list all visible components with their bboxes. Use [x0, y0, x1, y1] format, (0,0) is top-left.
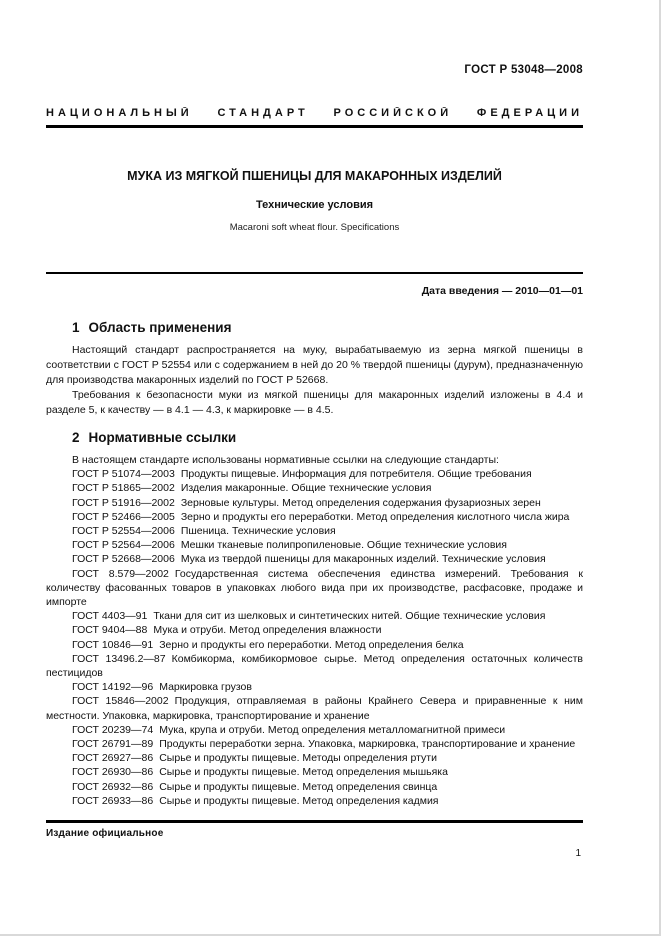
effective-date: Дата введения — 2010—01—01	[421, 285, 583, 297]
reference-title: Сырье и продукты пищевые. Метод определения мышьяка	[159, 766, 448, 779]
reference-title: Продукты пищевые. Информация для потребителя. Общие требования	[180, 468, 532, 481]
reference-code: ГОСТ 20239—74	[72, 723, 154, 736]
reference-code: ГОСТ 4403—91	[72, 610, 148, 623]
reference-item	[46, 623, 583, 637]
reference-code: ГОСТ 10846—91	[72, 638, 154, 651]
document-body	[46, 320, 583, 808]
reference-code: ГОСТ 26927—86	[72, 752, 154, 765]
reference-title: Сырье и продукты пищевые. Метод определения свинца	[159, 780, 438, 793]
reference-item	[46, 794, 583, 808]
reference-item	[46, 481, 583, 495]
page-number: 1	[575, 848, 581, 859]
reference-item	[46, 467, 583, 481]
reference-item	[46, 652, 583, 680]
reference-title: Государственная система обеспечения единства измерений. Требования к количеству фасованных товаров в упаковках любого вида при их производстве, расфасовке, продаже и импорте	[46, 567, 583, 609]
document-subtitle-en: Macaroni soft wheat flour. Specifications	[229, 222, 400, 233]
section-1-paragraph: Требования к безопасности муки из мягкой пшеницы для макаронных изделий изложены в 4.4 и разделе 5, к качеству — в 4.1 — 4.3, к маркировке — в 4.5.	[46, 389, 583, 416]
reference-item	[46, 737, 583, 751]
reference-code: ГОСТ 26933—86	[72, 794, 154, 807]
reference-title: Мука и отруби. Метод определения влажности	[153, 624, 382, 637]
reference-code: ГОСТ 15846—2002	[72, 695, 169, 708]
reference-code: ГОСТ Р 52554—2006	[72, 525, 175, 538]
reference-code: ГОСТ Р 51074—2003	[72, 468, 175, 481]
reference-item	[46, 694, 583, 722]
reference-code: ГОСТ 26932—86	[72, 780, 154, 793]
federation-banner: НАЦИОНАЛЬНЫЙ СТАНДАРТ РОССИЙСКОЙ ФЕДЕРАЦИИ	[46, 107, 583, 119]
reference-code: ГОСТ 9404—88	[72, 624, 148, 637]
reference-title: Продукция, отправляемая в районы Крайнего Севера и приравненные к ним местности. Упаковка, маркировка, транспортирование и хранение	[46, 695, 584, 722]
reference-title: Зерно и продукты его переработки. Метод определения белка	[159, 638, 464, 651]
footer-rule	[46, 820, 583, 823]
reference-title: Мука, крупа и отруби. Метод определения металломагнитной примеси	[159, 723, 506, 736]
reference-code: ГОСТ Р 52564—2006	[72, 539, 175, 552]
reference-title: Пшеница. Технические условия	[180, 525, 336, 538]
reference-item	[46, 567, 583, 610]
section-2-heading	[72, 430, 583, 446]
reference-item	[46, 524, 583, 538]
reference-item	[46, 496, 583, 510]
header-rule	[46, 125, 583, 128]
reference-item	[46, 638, 583, 652]
reference-title: Зерно и продукты его переработки. Метод определения кислотного числа жира	[180, 510, 570, 523]
reference-title: Мешки тканевые полипропиленовые. Общие технические условия	[180, 539, 507, 552]
official-edition-note: Издание официальное	[46, 828, 164, 839]
reference-title: Сырье и продукты пищевые. Метод определения кадмия	[159, 794, 439, 807]
reference-title: Продукты переработки зерна. Упаковка, маркировка, транспортирование и хранение	[159, 738, 576, 751]
reference-title: Маркировка грузов	[159, 681, 252, 694]
section-1-heading	[72, 320, 583, 336]
section-2-title: Нормативные ссылки	[88, 430, 237, 445]
reference-item	[46, 510, 583, 524]
reference-item	[46, 538, 583, 552]
reference-code: ГОСТ Р 52466—2005	[72, 510, 175, 523]
reference-item	[46, 765, 583, 779]
reference-item	[46, 609, 583, 623]
reference-title: Сырье и продукты пищевые. Методы определения ртути	[159, 752, 437, 765]
document-title: МУКА ИЗ МЯГКОЙ ПШЕНИЦЫ ДЛЯ МАКАРОННЫХ ИЗДЕЛИЙ	[127, 169, 502, 183]
section-1-title: Область применения	[88, 320, 232, 335]
document-subtitle: Технические условия	[255, 199, 374, 211]
section-2-number: 2	[72, 430, 80, 445]
section-1-number: 1	[72, 320, 80, 335]
reference-title: Мука из твердой пшеницы для макаронных изделий. Технические условия	[180, 553, 546, 566]
reference-code: ГОСТ 8.579—2002	[72, 567, 169, 580]
reference-item	[46, 780, 583, 794]
reference-title: Зерновые культуры. Метод определения содержания фузариозных зерен	[180, 496, 541, 509]
reference-item	[46, 552, 583, 566]
reference-code: ГОСТ 13496.2—87	[72, 652, 166, 665]
references-list	[46, 467, 583, 808]
reference-item	[46, 751, 583, 765]
reference-code: ГОСТ 26791—89	[72, 738, 154, 751]
reference-code: ГОСТ Р 52668—2006	[72, 553, 175, 566]
reference-code: ГОСТ Р 51865—2002	[72, 482, 175, 495]
reference-code: ГОСТ 26930—86	[72, 766, 154, 779]
references-intro: В настоящем стандарте использованы нормативные ссылки на следующие стандарты:	[72, 454, 499, 466]
reference-code: ГОСТ 14192—96	[72, 681, 154, 694]
reference-title: Ткани для сит из шелковых и синтетических нитей. Общие технические условия	[153, 610, 546, 623]
separator-rule	[46, 272, 583, 274]
reference-code: ГОСТ Р 51916—2002	[72, 496, 175, 509]
section-1-paragraph: Настоящий стандарт распространяется на муку, вырабатываемую из зерна мягкой пшеницы в соответствии с ГОСТ Р 52554 или с содержанием в ней до 20 % твердой пшеницы (дурум), предназначенную для производства макаронных изделий по ГОСТ Р 52668.	[46, 344, 583, 386]
reference-title: Комбикорма, комбикормовое сырье. Метод определения остаточных количеств пестицидов	[46, 652, 584, 680]
reference-item	[46, 680, 583, 694]
reference-item	[46, 723, 583, 737]
reference-title: Изделия макаронные. Общие технические условия	[180, 482, 432, 495]
gost-number: ГОСТ Р 53048—2008	[464, 64, 583, 76]
